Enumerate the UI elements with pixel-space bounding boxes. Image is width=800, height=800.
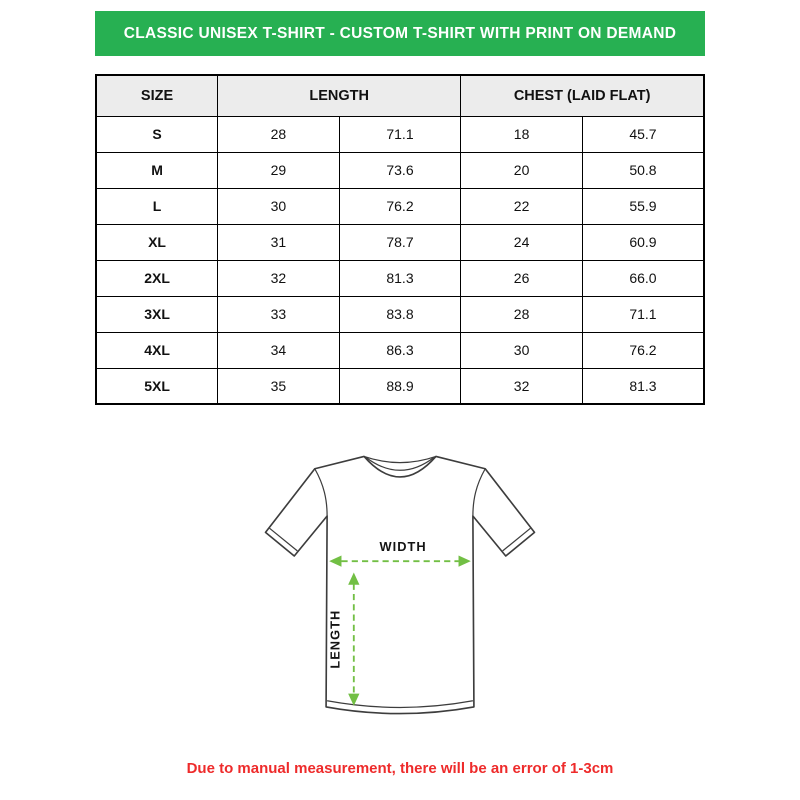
col-header-size: SIZE (96, 75, 218, 116)
measurement-cell: 71.1 (582, 296, 704, 332)
size-cell: S (96, 116, 218, 152)
measurement-cell: 81.3 (339, 260, 461, 296)
title-banner (95, 11, 705, 56)
page-title: CLASSIC UNISEX T-SHIRT - CUSTOM T-SHIRT WITH PRINT ON DEMAND (123, 24, 677, 42)
measurement-cell: 88.9 (339, 368, 461, 404)
table-header-row (96, 75, 704, 116)
measurement-cell: 28 (218, 116, 340, 152)
col-header-chest: CHEST (LAID FLAT) (461, 75, 704, 116)
size-cell: XL (96, 224, 218, 260)
measurement-cell: 76.2 (582, 332, 704, 368)
measurement-cell: 22 (461, 188, 583, 224)
table-row (96, 260, 704, 296)
measurement-cell: 60.9 (582, 224, 704, 260)
table-row (96, 188, 704, 224)
table-row (96, 368, 704, 404)
size-cell: 2XL (96, 260, 218, 296)
measurement-cell: 35 (218, 368, 340, 404)
measurement-cell: 32 (461, 368, 583, 404)
measurement-cell: 20 (461, 152, 583, 188)
measurement-disclaimer: Due to manual measurement, there will be an error of 1-3cm (186, 760, 614, 777)
col-header-length: LENGTH (218, 75, 461, 116)
measurement-cell: 81.3 (582, 368, 704, 404)
table-row (96, 116, 704, 152)
measurement-cell: 66.0 (582, 260, 704, 296)
size-table (95, 74, 705, 405)
width-label: WIDTH (379, 538, 427, 554)
length-label: LENGTH (327, 609, 343, 669)
size-cell: 4XL (96, 332, 218, 368)
measurement-cell: 24 (461, 224, 583, 260)
measurement-cell: 30 (461, 332, 583, 368)
measurement-cell: 76.2 (339, 188, 461, 224)
size-cell: 3XL (96, 296, 218, 332)
measurement-cell: 71.1 (339, 116, 461, 152)
tshirt-body-outline (266, 456, 535, 713)
measurement-cell: 30 (218, 188, 340, 224)
measurement-cell: 86.3 (339, 332, 461, 368)
collar-back-line (364, 456, 436, 462)
measurement-cell: 73.6 (339, 152, 461, 188)
table-row (96, 224, 704, 260)
measurement-cell: 32 (218, 260, 340, 296)
measurement-cell: 18 (461, 116, 583, 152)
measurement-cell: 33 (218, 296, 340, 332)
tshirt-measurement-diagram (250, 440, 550, 748)
table-row (96, 332, 704, 368)
measurement-cell: 83.8 (339, 296, 461, 332)
measurement-cell: 31 (218, 224, 340, 260)
measurement-cell: 34 (218, 332, 340, 368)
measurement-cell: 55.9 (582, 188, 704, 224)
table-row (96, 152, 704, 188)
size-table-body (96, 116, 704, 404)
size-cell: L (96, 188, 218, 224)
size-cell: 5XL (96, 368, 218, 404)
measurement-cell: 29 (218, 152, 340, 188)
table-row (96, 296, 704, 332)
size-cell: M (96, 152, 218, 188)
measurement-cell: 78.7 (339, 224, 461, 260)
measurement-cell: 45.7 (582, 116, 704, 152)
measurement-cell: 50.8 (582, 152, 704, 188)
tshirt-drawing (250, 440, 550, 748)
measurement-cell: 28 (461, 296, 583, 332)
measurement-cell: 26 (461, 260, 583, 296)
